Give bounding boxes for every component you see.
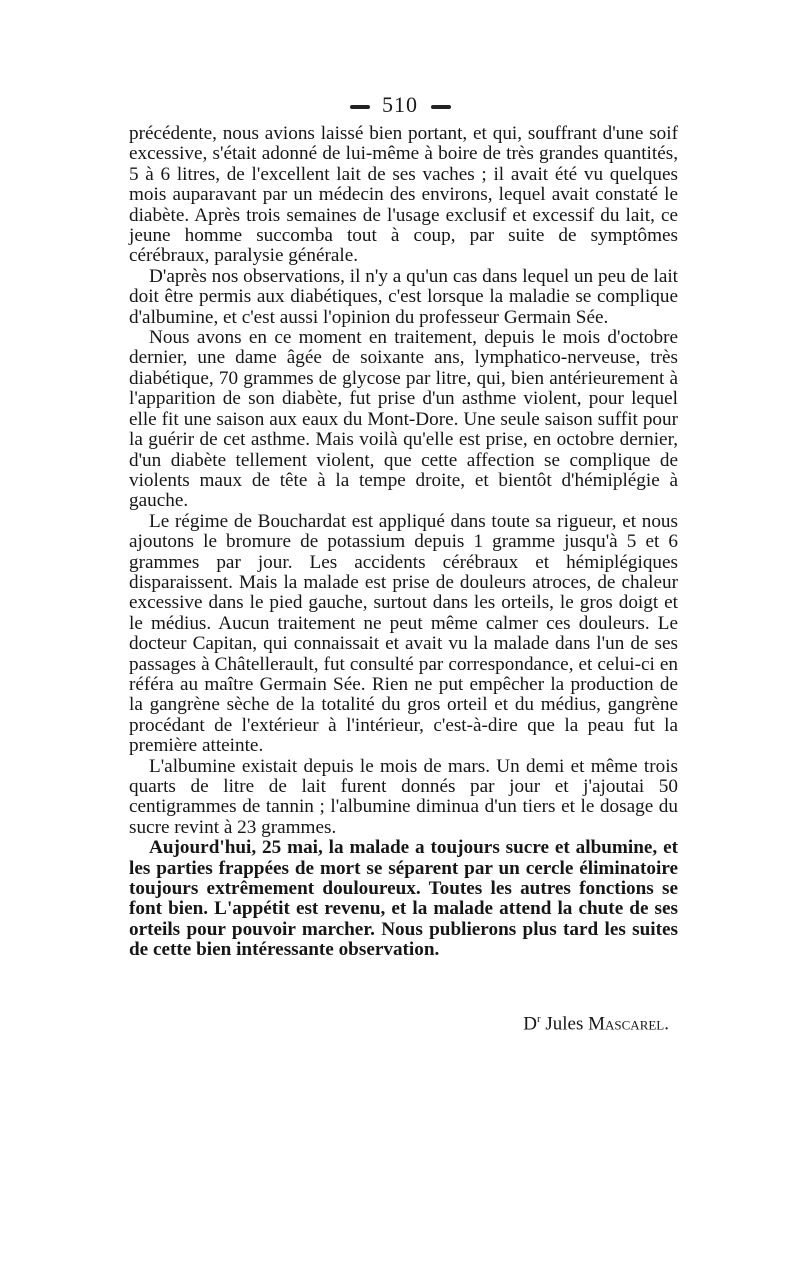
page-number-text: 510 — [382, 92, 418, 117]
paragraph-3: Nous avons en ce moment en traitement, depuis le mois d'octobre dernier, une dame âgée de soixante ans, lymphatico-nerveuse, très diabétique, 70 grammes de glycose par litre, qui, bien antérieurement à l'apparition de son diabète, fut prise d'un asthme violent, pour lequel elle fit une saison aux eaux du Mont-Dore. Une seule saison suffit pour la guérir de cet asthme. Mais voilà qu'elle est prise, en octobre dernier, d'un diabète tellement violent, que cette affection se complique de violents maux de tête à la tempe droite, et bientôt d'hémiplégie à gauche. — [129, 327, 678, 512]
page-number — [0, 92, 800, 118]
signature-last-name: Mascarel. — [588, 1013, 669, 1035]
paragraph-5: L'albumine existait depuis le mois de mars. Un demi et même trois quarts de litre de lait furent donnés par jour et j'ajoutai 50 centigrammes de tannin ; l'albumine diminua d'un tiers et le dosage du sucre revint à 23 grammes. — [129, 755, 678, 838]
signature-first-name: Jules — [545, 1013, 584, 1035]
paragraph-4: Le régime de Bouchardat est appliqué dans toute sa rigueur, et nous ajoutons le bromure de potassium depuis 1 gramme jusqu'à 5 et 6 grammes par jour. Les accidents cérébraux et hémiplégiques disparaissent. Mais la malade est prise de douleurs atroces, de chaleur excessive dans le pied gauche, surtout dans les orteils, le gros doigt et le médius. Aucun traitement ne peut même calmer ces douleurs. Le docteur Capitan, qui connaissait et avait vu la malade dans l'un de ses passages à Châtellerault, fut consulté par correspondance, et celui-ci en référa au maître Germain Sée. Rien ne put empêcher la production de la gangrène sèche de la totalité du gros orteil et du médius, gangrène procédant de l'extérieur à l'intérieur, c'est-à-dire que la peau fut la première atteinte. — [129, 510, 678, 757]
body-text — [129, 124, 678, 961]
paragraph-6: Aujourd'hui, 25 mai, la malade a toujours sucre et albumine, et les parties frappées de mort se séparent par un cercle éliminatoire toujours extrêmement douloureux. Toutes les autres fonctions se font bien. L'appétit est revenu, et la malade attend la chute de ses orteils pour pouvoir marcher. Nous publierons plus tard les suites de cette bien intéressante observation. — [129, 837, 678, 961]
author-signature — [523, 1013, 669, 1035]
signature-title-sup: r — [536, 1013, 541, 1025]
paragraph-2: D'après nos observations, il n'y a qu'un cas dans lequel un peu de lait doit être permis aux diabétiques, c'est lorsque la maladie se complique d'albumine, et c'est aussi l'opinion du professeur Germain Sée. — [129, 265, 678, 328]
paragraph-1: précédente, nous avions laissé bien portant, et qui, souffrant d'une soif excessive, s'était adonné de lui-même à boire de très grandes quantités, 5 à 6 litres, de l'excellent lait de ses vaches ; il avait été vu quelques mois auparavant par un médecin des environs, lequel avait constaté le diabète. Après trois semaines de l'usage exclusif et excessif du lait, ce jeune homme succomba tout à coup, par suite de symptômes cérébraux, paralysie générale. — [129, 123, 678, 267]
ornament-left — [350, 105, 370, 109]
signature-title: D — [523, 1013, 537, 1035]
ornament-right — [431, 105, 451, 109]
